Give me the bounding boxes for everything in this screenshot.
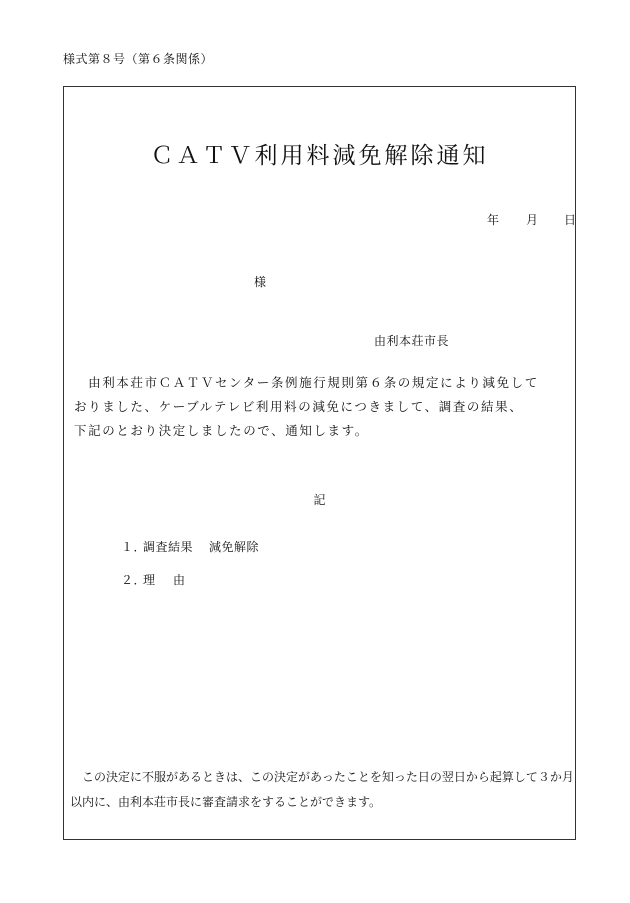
item-investigation-result xyxy=(121,538,259,555)
item-label: 調査結果 xyxy=(143,540,194,554)
ki-heading: 記 xyxy=(313,493,326,507)
body-paragraph xyxy=(74,371,569,443)
date-year-label: 年 xyxy=(487,213,500,227)
body-line: おりました、ケーブルテレビ利用料の減免につきまして、調査の結果、 xyxy=(74,399,524,414)
notice-line: この決定に不服があるときは、この決定があったことを知った日の翌日から起算して３か月 xyxy=(70,770,574,784)
document-title: ＣＡＴＶ利用料減免解除通知 xyxy=(150,143,489,169)
recipient-honorific: 様 xyxy=(254,275,267,289)
item-label: 理由 xyxy=(143,573,204,587)
notice-document-frame xyxy=(63,86,576,840)
body-line: 下記のとおり決定しましたので、通知します。 xyxy=(74,423,369,438)
body-line: 由利本荘市ＣＡＴＶセンター条例施行規則第６条の規定により減免して xyxy=(74,375,539,390)
date-day-label: 日 xyxy=(564,213,577,227)
item-value: 減免解除 xyxy=(209,540,260,554)
sender-name: 由利本荘市長 xyxy=(374,334,450,348)
notice-line: 以内に、由利本荘市長に審査請求をすることができます。 xyxy=(70,795,382,809)
item-number: １． xyxy=(121,540,147,554)
item-reason xyxy=(121,571,209,588)
date-month-label: 月 xyxy=(526,213,539,227)
form-number-label: 様式第８号（第６条関係） xyxy=(63,52,214,66)
item-number: ２． xyxy=(121,573,147,587)
appeal-notice xyxy=(70,765,575,815)
